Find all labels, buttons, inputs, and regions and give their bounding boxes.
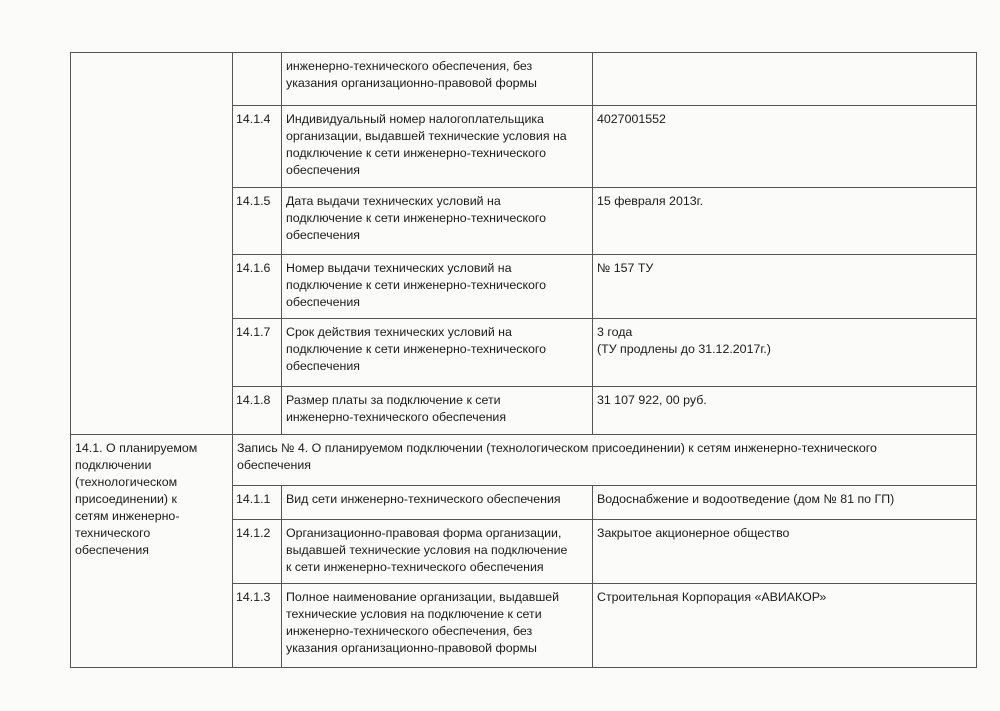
row-number: 14.1.5 — [233, 188, 282, 255]
section-title: 14.1. О планируемом подключении (технологическом присоединении) к сетям инженерно- технического обеспечения — [71, 435, 233, 668]
row-number: 14.1.1 — [233, 486, 282, 520]
row-label: инженерно-технического обеспечения, без указания организационно-правовой формы — [282, 53, 593, 106]
row-number: 14.1.6 — [233, 255, 282, 319]
row-value: 15 февраля 2013г. — [593, 188, 977, 255]
row-value: 3 года (ТУ продлены до 31.12.2017г.) — [593, 319, 977, 387]
row-number — [233, 53, 282, 106]
row-label: Размер платы за подключение к сети инженерно-технического обеспечения — [282, 387, 593, 435]
row-value: Закрытое акционерное общество — [593, 520, 977, 584]
row-label: Дата выдачи технических условий на подключение к сети инженерно-технического обеспечения — [282, 188, 593, 255]
row-number: 14.1.3 — [233, 584, 282, 668]
row-value: Строительная Корпорация «АВИАКОР» — [593, 584, 977, 668]
row-number: 14.1.4 — [233, 106, 282, 188]
row-label: Индивидуальный номер налогоплательщика организации, выдавшей технические условия на подключение к сети инженерно-технического обеспечения — [282, 106, 593, 188]
record-header: Запись № 4. О планируемом подключении (технологическом присоединении) к сетям инженерно-технического обеспечения — [233, 435, 977, 486]
row-label: Срок действия технических условий на подключение к сети инженерно-технического обеспечения — [282, 319, 593, 387]
row-label: Номер выдачи технических условий на подключение к сети инженерно-технического обеспечения — [282, 255, 593, 319]
table-row — [71, 53, 977, 106]
row-number: 14.1.2 — [233, 520, 282, 584]
row-number: 14.1.7 — [233, 319, 282, 387]
row-value — [593, 53, 977, 106]
row-value: 4027001552 — [593, 106, 977, 188]
row-label: Полное наименование организации, выдавшей технические условия на подключение к сети инженерно-технического обеспечения, без указания организационно-правовой формы — [282, 584, 593, 668]
row-value: 31 107 922, 00 руб. — [593, 387, 977, 435]
record-header-row — [71, 435, 977, 486]
row-value: Водоснабжение и водоотведение (дом № 81 по ГП) — [593, 486, 977, 520]
row-label: Организационно-правовая форма организации, выдавшей технические условия на подключение к сети инженерно-технического обеспечения — [282, 520, 593, 584]
empty-section-cell — [71, 53, 233, 435]
row-value: № 157 ТУ — [593, 255, 977, 319]
row-number: 14.1.8 — [233, 387, 282, 435]
row-label: Вид сети инженерно-технического обеспечения — [282, 486, 593, 520]
connection-info-table — [70, 52, 977, 668]
